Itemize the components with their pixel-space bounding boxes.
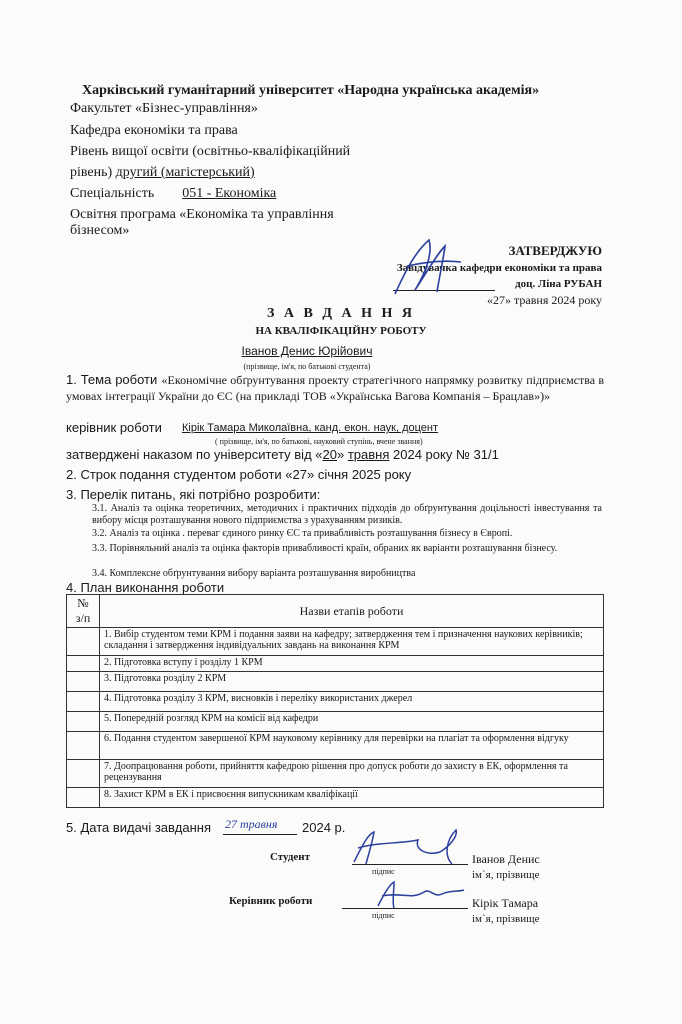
supervisor-value: Кірік Тамара Миколаївна, канд. екон. наук, доцент — [182, 422, 439, 434]
plan-row — [67, 760, 604, 788]
supervisor-caption: ( прізвище, ім'я, по батькові, науковий ступінь, вчене звання) — [215, 437, 423, 446]
supervisor-sign-name: Кірік Тамара — [472, 896, 539, 910]
question-1: 3.1. Аналіз та оцінка теоретичних, методичних і практичних підходів до обґрунтування доцільності інвестування та вибору місця розташування нового підприємства з урахуванням ризиків. — [92, 503, 602, 526]
order-suffix: 2024 року № 31/1 — [393, 447, 499, 462]
plan-stage-2: 2. Підготовка вступу і розділу 1 КРМ — [100, 656, 604, 672]
specialty-value: 051 - Економіка — [182, 186, 277, 201]
plan-row — [67, 628, 604, 656]
plan-row — [67, 656, 604, 672]
program-line2: бізнесом» — [70, 223, 130, 238]
issue-date-handwritten: 27 травня — [225, 817, 278, 831]
issue-date-line — [223, 834, 297, 835]
plan-stage-1: 1. Вибір студентом теми КРМ і подання заяви на кафедру; затвердження тем і призначення наукових керівників; складання і затвердження індивідуальних завдань на виконання КРМ — [100, 628, 604, 656]
assignment-title: З А В Д А Н Н Я — [267, 306, 415, 321]
student-sign-caption: підпис — [372, 867, 395, 876]
issue-date-year: 2024 р. — [302, 820, 346, 835]
plan-row — [67, 672, 604, 692]
plan-header-name: Назви етапів роботи — [100, 595, 604, 628]
student-sign-name: Іванов Денис — [472, 852, 540, 866]
department: Кафедра економіки та права — [70, 123, 238, 138]
student-signature — [348, 826, 468, 870]
topic-text: «Економічне обґрунтування проекту стратегічного напрямку розвитку підприємства в умовах інтеграції України до ЄС (на прикладі ТОВ «Українська Вагова Компанія – Брацлав»)» — [66, 373, 604, 403]
order-mid: » — [336, 447, 345, 462]
plan-stage-3: 3. Підготовка розділу 2 КРМ — [100, 672, 604, 692]
plan-stage-5: 5. Попередній розгляд КРМ на комісії від кафедри — [100, 712, 604, 732]
education-level-prefix: рівень) — [70, 165, 113, 180]
plan-row — [67, 692, 604, 712]
supervisor-signature — [372, 878, 468, 912]
order-month: травня — [347, 447, 390, 462]
plan-table — [66, 594, 604, 808]
topic-label: 1. Тема роботи — [66, 372, 158, 387]
question-4: 3.4. Комплексне обґрунтування вибору варіанта розташування виробництва — [92, 568, 416, 579]
plan-row — [67, 732, 604, 760]
plan-stage-6: 6. Подання студентом завершеної КРМ науковому керівнику для перевірки на плагіат та оформлення відгуку — [100, 732, 604, 760]
plan-header-num-2: з/п — [75, 611, 91, 625]
assignment-subtitle: НА КВАЛІФІКАЦІЙНУ РОБОТУ — [255, 325, 427, 337]
approval-name: доц. Ліна РУБАН — [515, 278, 602, 290]
specialty-row — [70, 186, 304, 202]
topic-block — [66, 372, 604, 404]
education-level-line1: Рівень вищої освіти (освітньо-кваліфікаційний — [70, 144, 351, 159]
issue-date-label: 5. Дата видачі завдання — [66, 820, 211, 835]
approval-position: Завідувачка кафедри економіки та права — [396, 262, 602, 274]
supervisor-sign-label: Керівник роботи — [229, 895, 313, 907]
plan-row — [67, 712, 604, 732]
approval-title: ЗАТВЕРДЖУЮ — [508, 243, 602, 258]
plan-header-num-1: № — [77, 596, 89, 610]
student-full-name: Іванов Денис Юрійович — [241, 344, 373, 358]
student-name-caption: (прізвище, ім'я, по батькові студента) — [243, 362, 371, 371]
plan-label: 4. План виконання роботи — [66, 580, 225, 595]
supervisor-label: керівник роботи — [66, 420, 162, 435]
education-level-line2 — [70, 165, 255, 181]
order-prefix: затверджені наказом по університету від « — [66, 447, 323, 462]
plan-header-row — [67, 595, 604, 628]
question-2: 3.2. Аналіз та оцінка . переваг єдиного ринку ЄС та привабливість розташування бізнесу в Європі. — [92, 528, 513, 539]
plan-stage-4: 4. Підготовка розділу 3 КРМ, висновків і переліку використаних джерел — [100, 692, 604, 712]
program-line1: Освітня програма «Економіка та управління — [70, 207, 334, 222]
order-line — [66, 447, 499, 462]
student-sign-name-caption: ім`я, прізвище — [472, 869, 540, 881]
head-signature — [385, 232, 465, 302]
university-name: Харківський гуманітарний університет «Народна українська академія» — [82, 83, 540, 98]
order-day: 20 — [322, 447, 337, 462]
plan-header-num — [67, 595, 100, 628]
question-3: 3.3. Порівняльний аналіз та оцінка факторів привабливості країн, обраних як варіанти розташування бізнесу. — [92, 543, 558, 554]
education-level-value: другий (магістерський) — [115, 165, 255, 180]
specialty-label: Спеціальність — [70, 186, 155, 201]
deadline: 2. Строк подання студентом роботи «27» січня 2025 року — [66, 467, 412, 482]
plan-stage-7: 7. Доопрацювання роботи, прийняття кафедрою рішення про допуск роботи до захисту в ЕК, оформлення та рецензування — [100, 760, 604, 788]
plan-row — [67, 788, 604, 808]
faculty: Факультет «Бізнес-управління» — [70, 101, 258, 116]
supervisor-sign-caption: підпис — [372, 911, 395, 920]
plan-stage-8: 8. Захист КРМ в ЕК і присвоєння випускникам кваліфікації — [100, 788, 604, 808]
supervisor-sign-name-caption: ім`я, прізвище — [472, 913, 540, 925]
approval-date: «27» травня 2024 року — [487, 293, 602, 307]
student-sign-label: Студент — [270, 851, 311, 863]
questions-label: 3. Перелік питань, які потрібно розробити: — [66, 487, 321, 502]
